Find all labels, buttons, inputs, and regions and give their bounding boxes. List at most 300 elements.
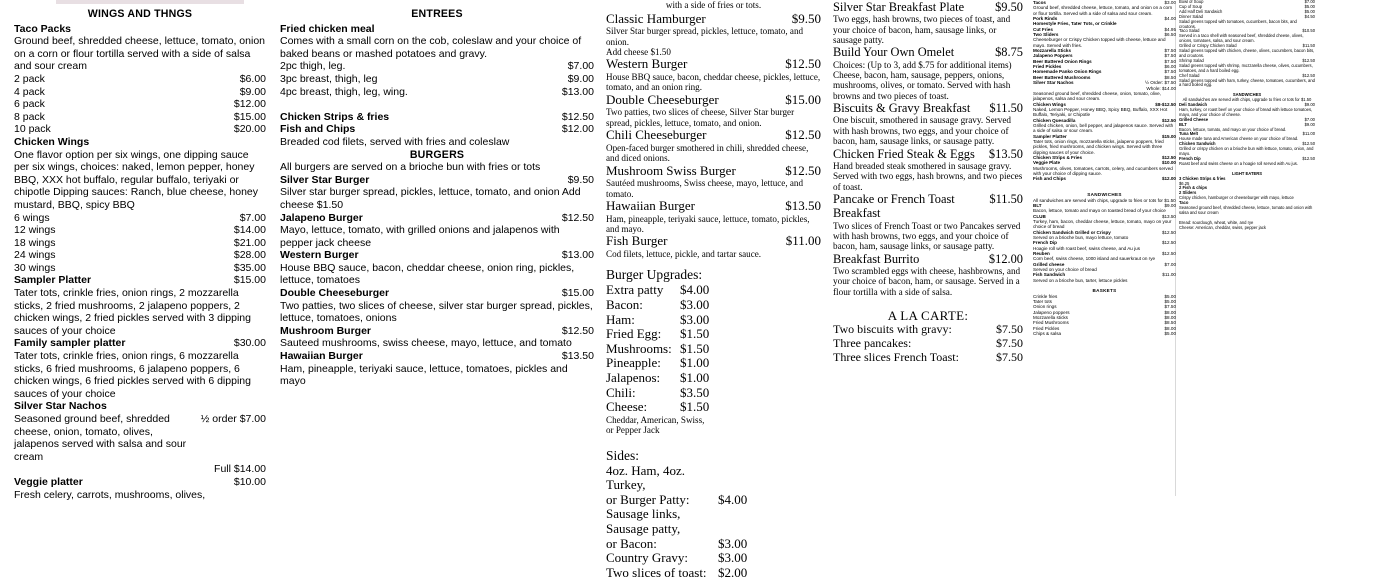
item-price: $13.00: [561, 85, 594, 98]
item-desc: Seasoned ground beef, shredded cheese, lettuce, tomato and onion with salsa and sour cream: [1179, 205, 1313, 215]
spacer: [606, 259, 821, 267]
spacer: [606, 436, 821, 448]
item-desc: Roast beef and swiss cheese on a hoagie roll served with Au jus.: [1179, 160, 1298, 166]
menu-row: [280, 123, 594, 136]
menu-row: [833, 336, 1023, 350]
menu-row: [280, 111, 594, 124]
item-price: $13.50: [785, 198, 821, 214]
item-name: Two slices of toast:: [606, 564, 707, 580]
menu-row: [14, 476, 266, 489]
nachos-desc: Seasoned ground beef, shredded cheese, onion, tomato, olives, jalapenos served with salsa and sour cream: [14, 413, 187, 463]
item-price: $1.00: [680, 355, 710, 371]
item-price: $1.50: [680, 340, 710, 356]
item-price: $6.25: [1179, 180, 1190, 186]
item-name: 3 Chicken Strips & fries: [1179, 175, 1226, 181]
item-price: $1.00: [680, 370, 710, 385]
item-price: $10.00: [1161, 160, 1176, 166]
item-name: Grilled or Crispy Chicken Salad: [1179, 43, 1237, 49]
menu-row: [606, 386, 821, 401]
item-name: Chef Salad: [1179, 72, 1200, 78]
item-price: $15.00: [785, 91, 821, 107]
item-price: $3.00: [680, 311, 710, 327]
item-name: Chicken Strips & Fries: [1033, 154, 1083, 160]
entrees-column: [272, 0, 602, 500]
item-name: French Dip: [1179, 155, 1201, 161]
menu-row: [606, 128, 821, 143]
item-price: $12.00: [233, 98, 266, 111]
item-price: $5.00: [1164, 293, 1176, 299]
nachos-half-price: ½ order $7.00: [200, 413, 266, 425]
item-name: Mushroom Burger: [280, 324, 372, 337]
item-price: $8.00: [1164, 309, 1176, 315]
item-desc: Open-faced burger smothered in chili, shredded cheese, and diced onions.: [606, 142, 809, 164]
burgers-note: All burgers are served on a brioche bun with fries or tots: [280, 161, 541, 174]
menu-row: [833, 45, 1023, 59]
menu-row: [14, 237, 266, 250]
menu-row: [606, 298, 821, 313]
taco-packs-title: Taco Packs: [14, 22, 72, 35]
item-price: $7.50: [1164, 69, 1176, 75]
menu-row: [280, 60, 594, 73]
menu-row: [606, 371, 821, 386]
item-name: Classic Hamburger: [606, 10, 706, 26]
item-price: $13.50: [561, 350, 594, 363]
item-price: $35.00: [233, 261, 266, 274]
item-name: Pancake or French Toast Breakfast: [833, 192, 955, 221]
item-price: $12.50: [561, 211, 594, 224]
item-desc: Naked, Lemon Pepper, Honey BBQ, Spicy BBQ, Buffalo, XXX Hot Buffalo, Teriyaki, or Chipotle: [1033, 106, 1168, 118]
item-price: $7.00: [1304, 0, 1315, 4]
item-name: Bowl of Soup: [1179, 0, 1204, 4]
deli-sandwiches-header: SANDWICHES: [1232, 92, 1262, 98]
item-name: Taco: [1179, 200, 1189, 206]
item-desc: House BBQ sauce, bacon, cheddar cheese, pickles, lettuce, tomato, and an onion ring.: [606, 72, 821, 93]
item-name: Three slices French Toast:: [833, 350, 959, 365]
item-name: Silver Star Breakfast Plate: [833, 0, 965, 14]
item-price: $7.50: [996, 321, 1023, 336]
item-desc: Salad greens topped with tomatoes, cucumbers, bacon bits, and croutons.: [1179, 18, 1297, 29]
item-price: $5.00: [1304, 8, 1315, 14]
item-desc: Served in a taco shell with seasoned beef, shredded cheese, olives, onions, tomatoes, salsa, and sour cream.: [1179, 33, 1304, 44]
item-name: Ham:: [606, 311, 635, 327]
menu-row: [14, 413, 266, 463]
item-name: Three pancakes:: [833, 335, 912, 350]
item-name: Jalapeno Poppers: [1033, 53, 1073, 59]
item-desc: Bacon, lettuce, tomato, and mayo on your choice of bread.: [1179, 126, 1287, 132]
breakfast-column: [827, 0, 1027, 500]
item-name: Add Half Deli Sandwich: [1179, 8, 1223, 14]
item-price: $15.00: [561, 287, 594, 300]
deli-note: All sandwiches are served with chips, upgrade to fries or tots for $1.50: [1182, 97, 1312, 103]
item-name: 10 pack: [14, 123, 51, 136]
menu-row: [280, 249, 594, 262]
fried-chicken-meal-desc: Comes with a small corn on the cob, coleslaw and your choice of baked beans or mashed potatoes and gravy.: [280, 35, 582, 60]
item-name: Hawaiian Burger: [606, 198, 695, 214]
item-price: $12.00: [988, 251, 1023, 266]
item-price: $6.00: [239, 72, 266, 85]
item-price: $8-$12.50: [1155, 101, 1176, 107]
menu-row: [606, 57, 821, 72]
item-desc: House made tuna and American cheese on your choice of bread.: [1179, 136, 1299, 142]
menu-row: [14, 98, 266, 111]
item-price: $12.50: [785, 56, 821, 72]
item-price: $12.50: [1161, 240, 1176, 246]
item-name: Double Cheeseburger: [606, 91, 719, 107]
item-price: $11.50: [1302, 43, 1315, 49]
item-price: $15.00: [233, 274, 266, 287]
menu-row: [606, 164, 821, 179]
item-price: $12.50: [1302, 155, 1315, 161]
menu-row: [833, 101, 1023, 115]
item-name: Beer Battered Mushrooms: [1033, 74, 1091, 80]
item-name: BLT: [1179, 121, 1187, 127]
item-desc: Sautéed mushrooms, Swiss cheese, mayo, lettuce, and tomato.: [606, 178, 803, 199]
classic-burgers-column: [602, 0, 827, 580]
item-price: $3.00: [680, 297, 710, 313]
menu-row: [833, 322, 1023, 336]
item-name: Chicken Quesadilla: [1033, 117, 1076, 123]
veggie-platter-desc: Fresh celery, carrots, mushrooms, olives,: [14, 488, 206, 501]
menu-row: [14, 274, 266, 287]
item-price: $9.00: [1304, 121, 1315, 127]
item-price: $11.50: [989, 192, 1023, 207]
item-desc: Cheeseburger or Crispy Chicken topped with cheese, lettuce and mayo. Served with fries.: [1033, 37, 1166, 48]
item-name: 2 pack: [14, 72, 45, 85]
item-name: Chili Cheeseburger: [606, 127, 707, 143]
item-name: 2pc thigh, leg.: [280, 60, 346, 73]
menu-row: [833, 252, 1023, 266]
item-name: 30 wings: [14, 261, 56, 274]
menu-row: [606, 313, 821, 328]
item-name: Jalapeno Burger: [280, 211, 363, 224]
sandwiches-header: SANDWICHES: [1087, 192, 1122, 198]
item-price: $12.50: [785, 127, 821, 143]
item-price: $9.50: [995, 0, 1023, 14]
item-name: Double Cheeseburger: [280, 287, 390, 300]
item-price: $14.00: [233, 224, 266, 237]
menu-row: [1033, 331, 1176, 336]
fried-chicken-meal-title: Fried chicken meal: [280, 22, 375, 35]
fish-and-chips-desc: Breaded cod filets, served with fries and coleslaw: [280, 135, 510, 148]
sides-title: Sides:: [606, 447, 640, 463]
item-price: $8.00: [1164, 315, 1176, 321]
item-name: Mushrooms:: [606, 340, 672, 356]
item-desc: Bacon, lettuce, tomato and mayo on toasted bread of your choice: [1033, 208, 1166, 214]
item-name: Chicken Fried Steak & Eggs: [833, 146, 975, 161]
family-platter-desc: Tater tots, crinkle fries, onion rings, 6 mozzarella sticks, 6 fried mushrooms, 6 jalapeno poppers, 6 chicken wings, 6 fried pickles served with 6 dipping sauces of your choice: [14, 350, 251, 400]
item-name: 2 Sliders: [1179, 190, 1197, 196]
item-price: $12.00: [561, 123, 594, 136]
item-price: $7.00: [567, 60, 594, 73]
menu-row: [14, 123, 266, 136]
menu-row: [606, 342, 821, 357]
item-name: Grilled cheese: [1033, 261, 1065, 267]
item-name: Fish and Chips: [280, 123, 356, 136]
item-name: 6 wings: [14, 211, 50, 224]
a-la-carte-header: A LA CARTE:: [887, 308, 969, 324]
item-price: $4.50: [1304, 13, 1315, 19]
item-name: Deli Sandwich: [1179, 102, 1208, 108]
item-name: Grilled Cheese: [1179, 116, 1208, 122]
item-price: $12.50: [1161, 154, 1176, 160]
item-desc: House BBQ sauce, bacon, cheddar cheese, onion ring, pickles, lettuce, tomatoes: [280, 261, 575, 287]
add-cheese-note: Add cheese $1.50: [606, 47, 671, 57]
item-price: $13.00: [561, 249, 594, 262]
item-name: Homestyle Fries, Tater Tots, or Crinkle: [1033, 21, 1117, 27]
item-price: $7.50: [1164, 304, 1176, 310]
item-price: $7.50: [1164, 58, 1176, 64]
item-name: Taco Salad: [1179, 28, 1200, 34]
item-name: Homemade Panko Onion Rings: [1033, 69, 1102, 75]
item-price: $12.50: [561, 110, 594, 123]
nachos-full-price: Full $14.00: [214, 463, 266, 476]
item-name: Fish and Chips: [1033, 176, 1066, 182]
menu-row: [14, 262, 266, 275]
item-name: Country Gravy:: [606, 550, 688, 566]
item-desc: Ground beef, shredded cheese, lettuce, tomato, and onion on a corn or flour tortilla. Served with a side of salsa and sour cream.: [1033, 5, 1173, 16]
item-price: $12.50: [1161, 117, 1176, 123]
item-price: $7.50: [996, 350, 1023, 365]
item-price: $4.00: [1164, 16, 1176, 22]
item-price: $5.00: [1164, 331, 1176, 337]
item-desc: Sauteed mushrooms, swiss cheese, mayo, lettuce, and tomato: [280, 337, 572, 350]
menu-row: [833, 0, 1023, 14]
item-name: Tater tots: [1033, 299, 1052, 305]
item-price: $9.00: [567, 72, 594, 85]
cheese-note-line-1: Cheddar, American, Swiss,: [606, 414, 705, 425]
item-name: Sausage links, Sausage patty,: [606, 506, 681, 536]
menu-row: [280, 174, 594, 187]
item-name: Mozzarella Sticks: [1033, 48, 1072, 54]
item-desc: Turkey, ham, bacon, cheddar cheese, lettuce, tomato, mayo on your choice of bread: [1033, 219, 1172, 230]
menu-row: [606, 283, 821, 298]
menu-row: [14, 73, 266, 86]
item-desc: Hoagie roll with roast beef, swiss cheese, and Au jus: [1033, 245, 1140, 251]
item-name: Family sampler platter: [14, 337, 126, 350]
item-price: $1.50: [680, 326, 710, 342]
burger-upgrades-title: Burger Upgrades:: [606, 267, 703, 283]
item-desc: Corn beef, swiss cheese, 1000 island and sauerkraut on rye: [1033, 256, 1156, 262]
item-name: Build Your Own Omelet: [833, 45, 955, 60]
item-name: Biscuits & Gravy Breakfast: [833, 101, 971, 116]
item-price: $9.50: [567, 173, 594, 186]
bread-note: Bread: sourdough, wheat, white, and rye: [1179, 219, 1254, 225]
item-name: Two biscuits with gravy:: [833, 321, 952, 336]
item-name: Chicken Strips & fries: [280, 110, 390, 123]
item-price: $8.50: [1164, 320, 1176, 326]
item-price: $13.50: [988, 146, 1023, 161]
item-price: $11.00: [1162, 272, 1176, 278]
item-name: Dinner Salad: [1179, 13, 1203, 19]
item-price: $12.50: [1302, 72, 1315, 78]
item-desc: Hand breaded steak smothered in sausage gravy. Served with two eggs, hash browns, and two pieces of toast.: [833, 160, 1023, 192]
item-price: $15.00: [233, 110, 266, 123]
item-price: $11.00: [1302, 131, 1315, 137]
menu-row: [14, 111, 266, 124]
item-price: $12.50: [785, 162, 821, 178]
item-price: $9.00: [239, 85, 266, 98]
item-price: $3.00: [1164, 0, 1176, 5]
item-price: $7.50: [1164, 48, 1176, 54]
baskets-header: BASKETS: [1092, 288, 1117, 294]
item-desc: Silver star burger spread, pickles, lettuce, tomato, and onion Add cheese $1.50: [280, 186, 581, 211]
item-price: $8.50: [1164, 74, 1176, 80]
item-price: $6.50: [1164, 32, 1176, 38]
item-name: Breakfast Burrito: [833, 251, 920, 266]
item-price: $6.00: [1164, 64, 1176, 70]
item-name: or Burger Patty:: [606, 491, 690, 507]
item-desc: Salad greens topped with chicken, cheese, olives, cucumbers, bacon bits, and croutons.: [1179, 48, 1315, 58]
menu-row: [606, 199, 821, 214]
item-desc: Served on your choice of bread: [1033, 267, 1097, 273]
item-price: $11.50: [989, 101, 1023, 116]
item-name: Western Burger: [280, 249, 359, 262]
item-price: $12.50: [1302, 57, 1315, 63]
chicken-wings-title: Chicken Wings: [14, 135, 90, 148]
item-price: $20.00: [233, 123, 266, 136]
item-name: Cut Fries: [1033, 26, 1053, 32]
item-price: $12.50: [1302, 141, 1315, 147]
sampler-platter-desc: Tater tots, crinkle fries, onion rings, 2 mozzarella sticks, 2 fried mushrooms, 2 jalapeno poppers, 2 chicken wings, 2 fried pickles served with 3 dipping sauces of your choice: [14, 287, 251, 337]
item-name: Fried Pickles: [1033, 64, 1062, 70]
item-name: 18 wings: [14, 236, 56, 249]
item-price: $7.00: [1304, 116, 1315, 122]
item-price: $9.50: [791, 10, 821, 26]
item-price: $5.00: [1164, 299, 1176, 305]
menu-row: [14, 212, 266, 225]
cheese-note: Cheese: American, cheddar, swiss, pepper jack: [1179, 224, 1266, 230]
item-desc: Two scrambled eggs with cheese, hashbrowns, and your choice of bacon, ham, or sausage. Served in a flour tortilla with a side of salsa.: [833, 265, 1021, 297]
light-eaters-header: LIGHT EATERS: [1231, 170, 1263, 176]
item-price: $8.00: [1164, 325, 1176, 331]
menu-row: [606, 356, 821, 371]
item-name: Tuna Melt: [1179, 131, 1199, 137]
item-name: Two Sliders: [1033, 32, 1059, 38]
item-desc: Served on a brioche bun, mayo lettuce, tomato: [1033, 235, 1129, 241]
menu-row: [606, 493, 821, 508]
item-name: 6 pack: [14, 98, 45, 111]
menu-row: [280, 350, 594, 363]
item-price: $30.00: [233, 337, 266, 350]
burger-side-note: with a side of fries or tots.: [665, 0, 762, 10]
item-desc: Tater tots, onion rings, mozzarella sticks, jalapeno poppers, fried pickles, fried mushrooms, and chicken wings. Served with three dipping sauces of your choice.: [1033, 138, 1164, 155]
item-name: Sampler Platter: [1033, 133, 1067, 139]
appetizers-sandwiches-column: [1027, 0, 1317, 500]
item-desc: Grilled chicken, onion, bell pepper, and jalapenos sauce. Served with a side of salsa or sour cream.: [1033, 122, 1174, 134]
menu-row: [833, 192, 1023, 220]
taco-packs-desc: Ground beef, shredded cheese, lettuce, tomato, onion on a corn or flour tortilla served with a side of salsa and sour cream: [14, 35, 266, 73]
item-name: Crinkle fries: [1033, 293, 1058, 299]
item-desc: Silver Star burger spread, pickles, lettuce, tomato, and onion.: [606, 26, 804, 47]
item-price: $9.00: [1164, 202, 1176, 208]
item-name: Jalapenos:: [606, 370, 661, 385]
item-price: $12.50: [561, 324, 594, 337]
sandwiches-note: All sandwiches are served with chips, upgrade to fries or tots for $1.50: [1033, 197, 1176, 203]
item-desc: Served on a brioche bun, tarter, lettuce pickles: [1033, 277, 1128, 283]
item-name: Chicken Sandwich: [1179, 141, 1216, 147]
menu-row: [606, 327, 821, 342]
menu-row: [14, 249, 266, 262]
item-price: $12.50: [1161, 251, 1176, 257]
item-price: $13.50: [1161, 213, 1176, 219]
item-name: Pork Rinds: [1033, 16, 1058, 22]
item-desc: Salad greens topped with shrimp, mozzarella cheese, olives, cucumbers, tomatoes, and a hard boiled egg.: [1179, 62, 1313, 73]
item-name: 3pc breast, thigh, leg: [280, 72, 378, 85]
item-price: $7.00: [239, 211, 266, 224]
item-name: French Dip: [1033, 240, 1057, 246]
item-price: $12.50: [1161, 229, 1176, 235]
item-desc: Two eggs, hash browns, two pieces of toast, and your choice of bacon, ham, sausage links, or sausage patty.: [833, 14, 1011, 46]
item-price: $1.50: [680, 399, 710, 415]
item-price: $21.00: [233, 236, 266, 249]
item-name: Shrimp Salad: [1179, 57, 1204, 63]
menu-row: [606, 93, 821, 108]
item-name: Bacon:: [606, 297, 643, 313]
nachos-half-price: ½ Order: $7.50: [1145, 80, 1176, 86]
item-desc: Cod filets, lettuce, pickle, and tartar sauce.: [606, 249, 762, 260]
item-name: Silver Star Burger: [280, 173, 370, 186]
item-name: Jalapeno poppers: [1033, 309, 1070, 315]
item-desc: Ham, pineapple, teriyaki sauce, lettuce, tomatoes, pickles and mayo: [280, 362, 568, 388]
menu-row: [606, 537, 821, 552]
item-name: Chips & salsa: [1033, 331, 1062, 337]
wings-column-header: WINGS AND THNGS: [87, 8, 193, 20]
item-desc: Ham, turkey, or roast beef on your choice of bread with lettuce tomatoes, mayo, and your choice of cheese.: [1179, 106, 1313, 117]
menu-row: [606, 507, 821, 536]
item-name: 8 pack: [14, 110, 45, 123]
item-name: Hawaiian Burger: [280, 350, 363, 363]
item-price: $10.00: [233, 475, 266, 488]
menu-row: [606, 400, 821, 415]
menu-row: [14, 337, 266, 350]
item-price: $3.50: [680, 384, 710, 400]
item-desc: Two patties, two slices of cheese, Silver Star burger spread, pickles, lettuce, tomato, and onion.: [606, 107, 795, 128]
menu-row: [280, 325, 594, 338]
item-desc: Ham, pineapple, teriyaki sauce, lettuce, tomato, pickles, and mayo.: [606, 213, 810, 235]
menu-row: [14, 224, 266, 237]
item-name: 4 pack: [14, 85, 45, 98]
item-desc: Two slices of French Toast or two Pancakes served with hash browns, two eggs, and your choice of bacon, ham, sausage links, or sausage patty.: [833, 220, 1021, 252]
item-name: Extra patty: [606, 282, 664, 298]
item-name: BLT: [1033, 202, 1042, 208]
menu-row: [280, 287, 594, 300]
menu-row: [606, 551, 821, 566]
item-name: CLUB: [1033, 213, 1046, 219]
menu-row: [833, 350, 1023, 364]
item-price: $4.00: [718, 491, 748, 507]
item-name: Chili:: [606, 384, 636, 400]
item-price: $3.00: [718, 550, 748, 566]
item-price: $4.95: [1164, 26, 1176, 32]
item-desc: Choices: (Up to 3, add $.75 for additional items) Cheese, bacon, ham, sausage, peppers, onions, mushrooms, olives, or tomato. Served with hash browns and two pieces of toast.: [833, 59, 1012, 101]
item-desc: One biscuit, smothered in sausage gravy. Served with hash browns, two eggs, and your choice of bacon, ham, sausage links, or sausage patty.: [833, 115, 1012, 147]
item-desc: Mayo, lettuce, tomato, with grilled onions and jalapenos with pepper jack cheese: [280, 224, 560, 249]
menu-row: [833, 147, 1023, 161]
nachos-whole-price: Whole: $14.00: [1146, 85, 1176, 91]
item-price: $3.00: [718, 535, 748, 551]
item-price: $5.00: [1304, 3, 1315, 9]
item-name: Pineapple:: [606, 355, 661, 371]
cheese-note-line-2: or Pepper Jack: [606, 425, 660, 436]
item-name: Chicken Wings: [1033, 101, 1066, 107]
item-name: Beer Battered Onion Rings: [1033, 58, 1092, 64]
item-name: Chicken Sandwich Grilled or Crispy: [1033, 229, 1111, 235]
item-price: $15.00: [1161, 133, 1176, 139]
item-price: $2.00: [718, 564, 748, 580]
chicken-wings-desc: One flavor option per six wings, one dipping sauce per six wings, choices: naked, lemon pepper, honey BBQ, XXX hot buffalo, regular buffalo, teriyaki or chipotle Dipping sauces: Ranch, blue cheese, honey mustard, BBQ, spicy BBQ: [14, 148, 258, 211]
item-name: Tacos: [1033, 0, 1046, 5]
item-desc: Two patties, two slices of cheese, silver star burger spread, pickles, lettuce, tomatoes, onions: [280, 299, 593, 325]
